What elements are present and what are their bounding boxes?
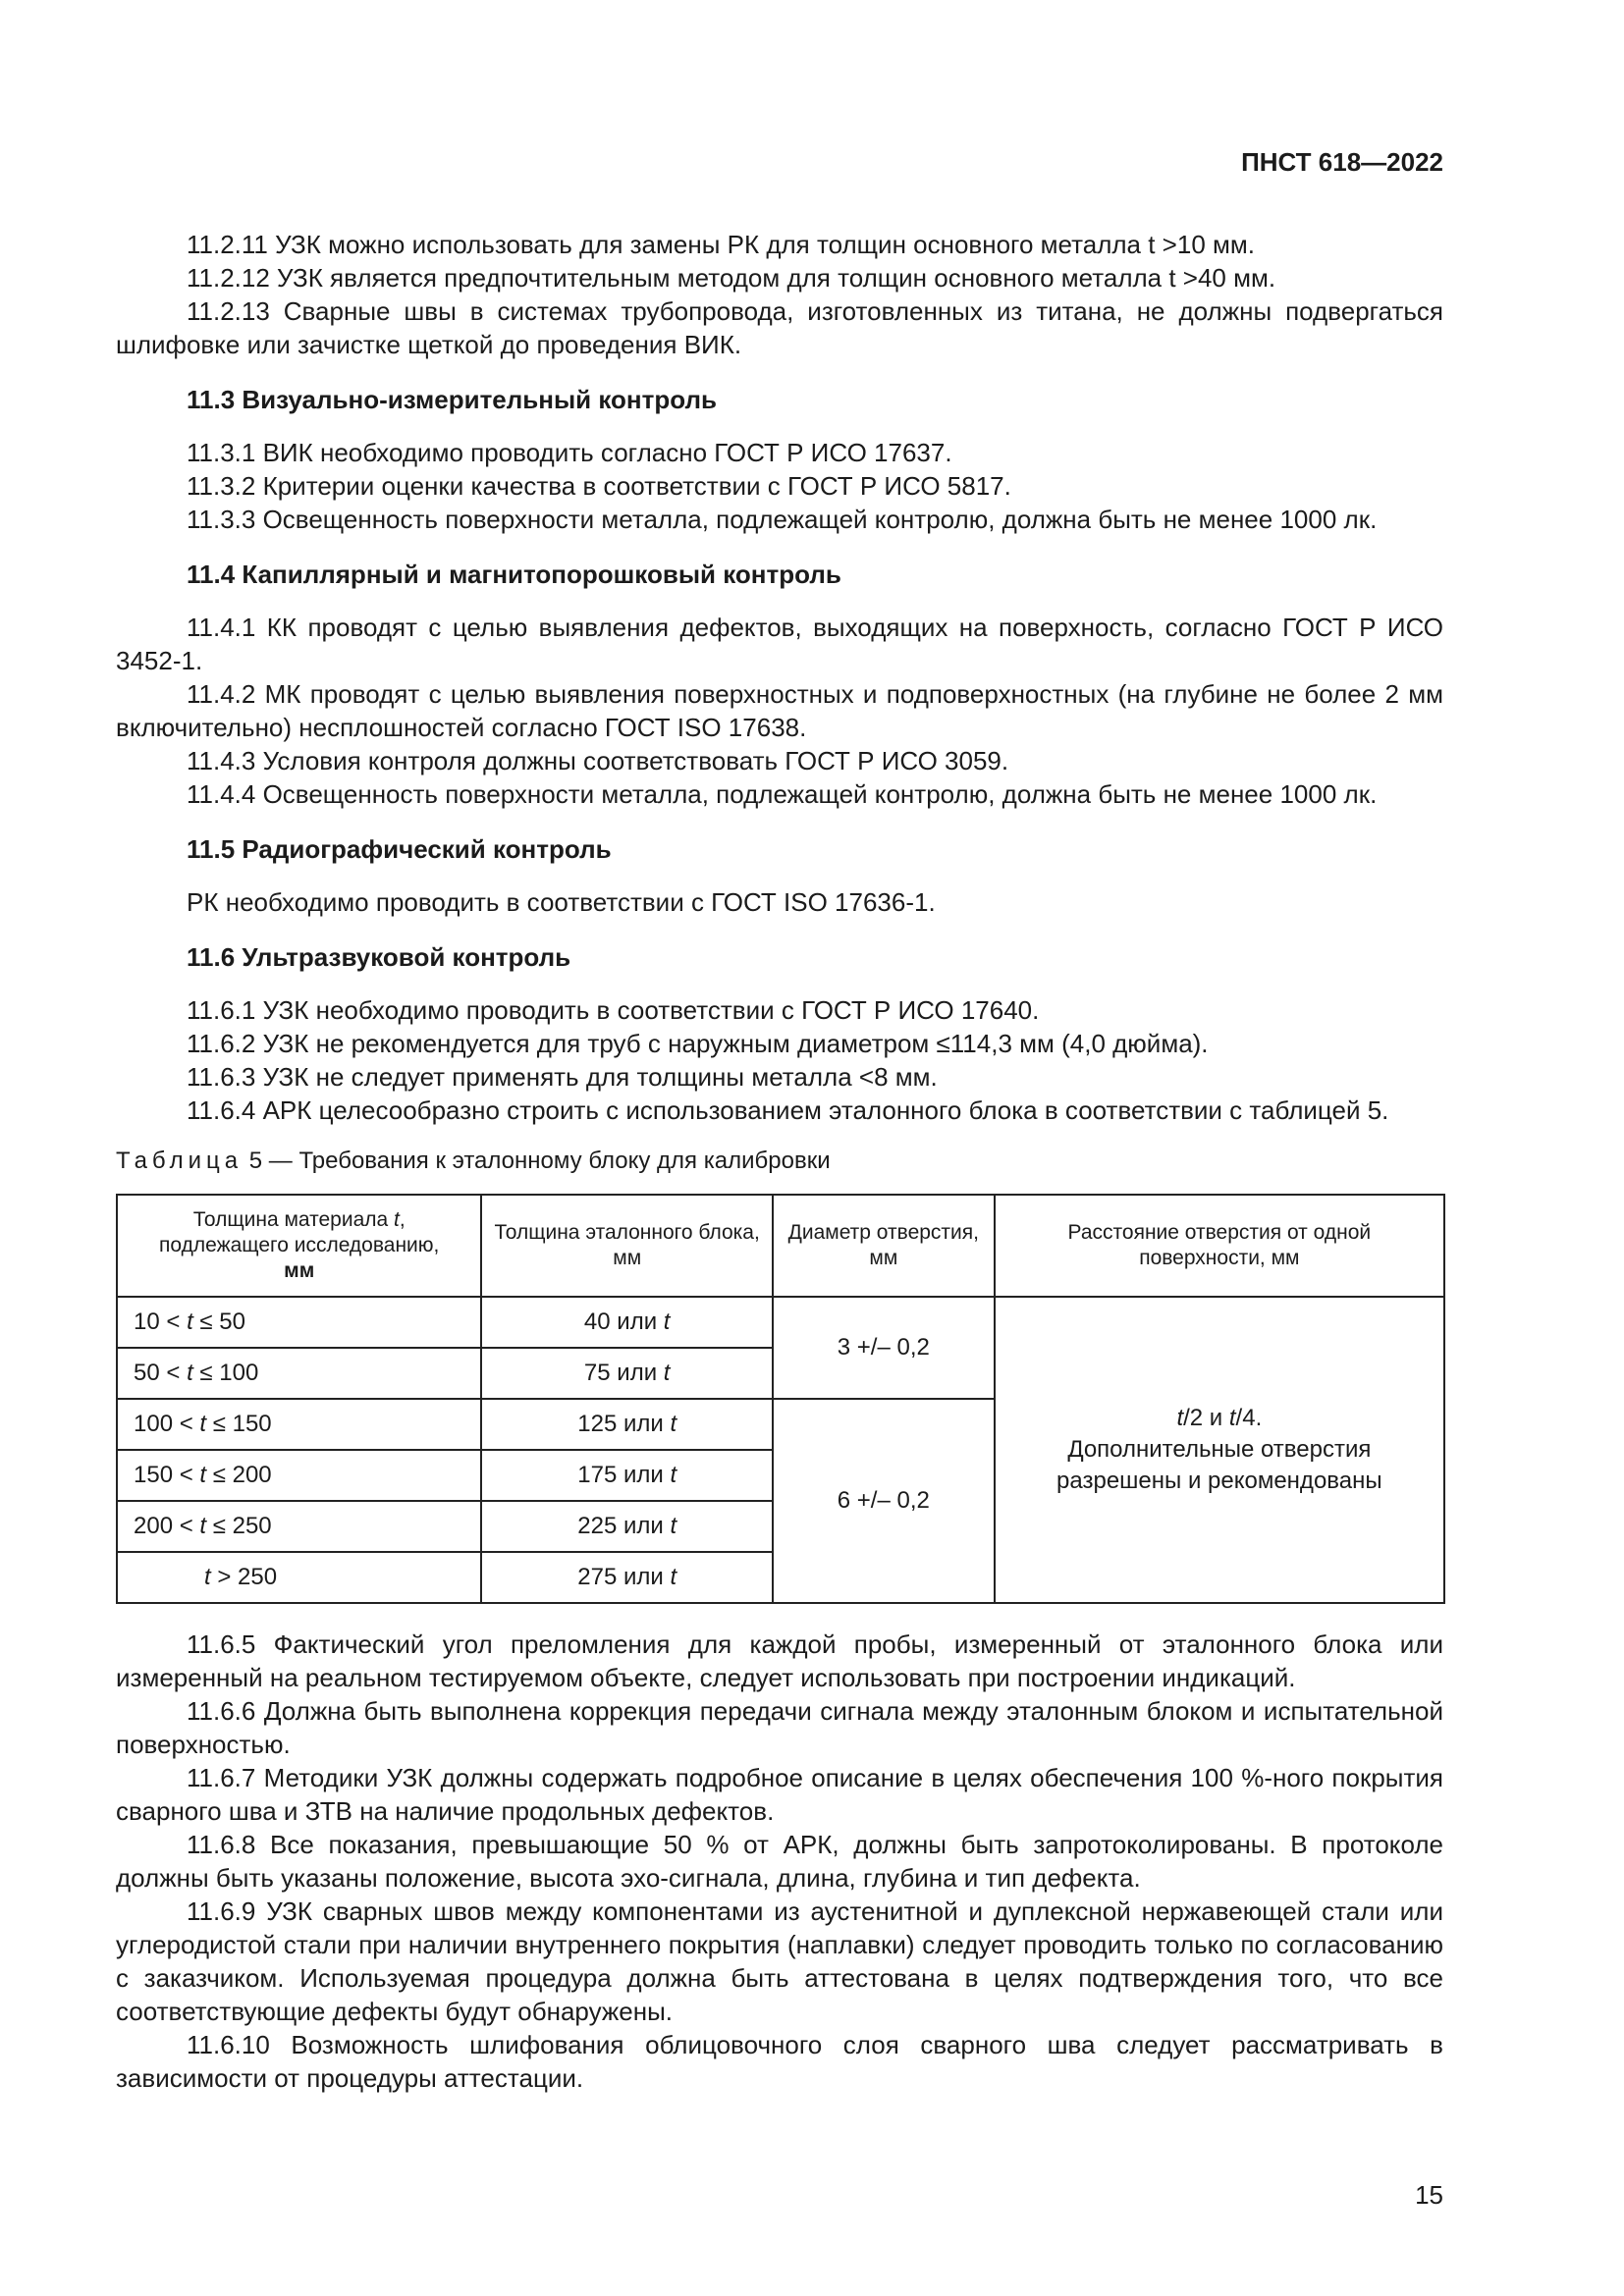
- paragraph-11-3-1: 11.3.1 ВИК необходимо проводить согласно ГОСТ Р ИСО 17637.: [187, 438, 952, 467]
- section-heading-11-4: 11.4 Капиллярный и магнитопорошковый контроль: [187, 560, 841, 589]
- paragraph-11-6-1: 11.6.1 УЗК необходимо проводить в соответствии с ГОСТ Р ИСО 17640.: [187, 995, 1040, 1025]
- header-material-thickness: Толщина материала t, подлежащего исследованию, мм: [117, 1195, 481, 1297]
- table-caption-label: Таблица: [116, 1148, 244, 1174]
- paragraph-11-2-12: 11.2.12 УЗК является предпочтительным методом для толщин основного металла t >40 мм.: [187, 263, 1276, 293]
- hole-distance-cell: t/2 и t/4. Дополнительные отверстия разрешены и рекомендованы: [995, 1297, 1444, 1603]
- table-header-row: [117, 1195, 1444, 1297]
- paragraph-11-4-4: 11.4.4 Освещенность поверхности металла, подлежащей контролю, должна быть не менее 1000 лк.: [187, 779, 1378, 809]
- table-caption-text: 5 — Требования к эталонному блоку для калибровки: [248, 1148, 831, 1174]
- section-heading-11-5: 11.5 Радиографический контроль: [187, 834, 612, 864]
- calibration-block-table: [116, 1194, 1445, 1604]
- paragraph-11-2-13: 11.2.13 Сварные швы в системах трубопровода, изготовленных из титана, не должны подвергаться шлифовке или зачистке щеткой до проведения ВИК.: [116, 296, 1443, 359]
- paragraph-11-4-2: 11.4.2 МК проводят с целью выявления поверхностных и подповерхностных (на глубине не более 2 мм включительно) несплошностей согласно ГОСТ ISO 17638.: [116, 679, 1443, 742]
- page-content: [116, 228, 1443, 2095]
- section-heading-11-3: 11.3 Визуально-измерительный контроль: [187, 385, 717, 414]
- block-thickness-cell: 175 или t: [481, 1450, 773, 1501]
- hole-diameter-cell: 3 +/– 0,2: [773, 1297, 995, 1399]
- paragraph-11-3-3: 11.3.3 Освещенность поверхности металла, подлежащей контролю, должна быть не менее 1000 лк.: [187, 505, 1378, 534]
- thickness-range-cell: 50 < t ≤ 100: [117, 1348, 481, 1399]
- header-block-thickness: Толщина эталонного блока, мм: [481, 1195, 773, 1297]
- block-thickness-cell: 125 или t: [481, 1399, 773, 1450]
- page-number: 15: [1415, 2180, 1443, 2210]
- paragraph-11-4-3: 11.4.3 Условия контроля должны соответствовать ГОСТ Р ИСО 3059.: [187, 746, 1009, 775]
- paragraph-11-6-3: 11.6.3 УЗК не следует применять для толщины металла <8 мм.: [187, 1062, 938, 1092]
- table-row: [117, 1297, 1444, 1348]
- paragraph-11-6-5: 11.6.5 Фактический угол преломления для каждой пробы, измеренный от эталонного блока или измеренный на реальном тестируемом объекте, следует использовать при построении индикаций.: [116, 1629, 1443, 1692]
- paragraph-11-6-10: 11.6.10 Возможность шлифования облицовочного слоя сварного шва следует рассматривать в зависимости от процедуры аттестации.: [116, 2030, 1443, 2093]
- document-id-header: ПНСТ 618—2022: [1241, 147, 1443, 177]
- thickness-range-cell: 200 < t ≤ 250: [117, 1501, 481, 1552]
- paragraph-11-6-7: 11.6.7 Методики УЗК должны содержать подробное описание в целях обеспечения 100 %-ного покрытия сварного шва и ЗТВ на наличие продольных дефектов.: [116, 1763, 1443, 1826]
- thickness-range-cell: t > 250: [117, 1552, 481, 1603]
- header-hole-distance: Расстояние отверстия от одной поверхности, мм: [995, 1195, 1444, 1297]
- block-thickness-cell: 40 или t: [481, 1297, 773, 1348]
- table-caption: [116, 1147, 1443, 1176]
- paragraph-11-6-8: 11.6.8 Все показания, превышающие 50 % от АРК, должны быть запротоколированы. В протоколе должны быть указаны положение, высота эхо-сигнала, длина, глубина и тип дефекта.: [116, 1830, 1443, 1893]
- thickness-range-cell: 150 < t ≤ 200: [117, 1450, 481, 1501]
- block-thickness-cell: 225 или t: [481, 1501, 773, 1552]
- header-hole-diameter: Диаметр отверстия, мм: [773, 1195, 995, 1297]
- paragraph-11-4-1: 11.4.1 КК проводят с целью выявления дефектов, выходящих на поверхность, согласно ГОСТ Р ИСО 3452-1.: [116, 613, 1443, 675]
- thickness-range-cell: 100 < t ≤ 150: [117, 1399, 481, 1450]
- paragraph-11-6-4: 11.6.4 АРК целесообразно строить с использованием эталонного блока в соответствии с таблицей 5.: [187, 1095, 1389, 1125]
- paragraph-11-3-2: 11.3.2 Критерии оценки качества в соответствии с ГОСТ Р ИСО 5817.: [187, 471, 1011, 501]
- paragraph-11-5: РК необходимо проводить в соответствии с ГОСТ ISO 17636-1.: [187, 887, 936, 917]
- hole-diameter-cell: 6 +/– 0,2: [773, 1399, 995, 1603]
- paragraph-11-6-6: 11.6.6 Должна быть выполнена коррекция передачи сигнала между эталонным блоком и испытательной поверхностью.: [116, 1696, 1443, 1759]
- block-thickness-cell: 275 или t: [481, 1552, 773, 1603]
- thickness-range-cell: 10 < t ≤ 50: [117, 1297, 481, 1348]
- paragraph-11-6-2: 11.6.2 УЗК не рекомендуется для труб с наружным диаметром ≤114,3 мм (4,0 дюйма).: [187, 1029, 1209, 1058]
- paragraph-11-6-9: 11.6.9 УЗК сварных швов между компонентами из аустенитной и дуплексной нержавеющей стали или углеродистой стали при наличии внутреннего покрытия (наплавки) следует проводить только по согласованию с заказчиком. Используемая процедура должна быть аттестована в целях подтверждения того, что все соответствующие дефекты будут обнаружены.: [116, 1896, 1443, 2026]
- block-thickness-cell: 75 или t: [481, 1348, 773, 1399]
- section-heading-11-6: 11.6 Ультразвуковой контроль: [187, 942, 571, 972]
- paragraph-11-2-11: 11.2.11 УЗК можно использовать для замены РК для толщин основного металла t >10 мм.: [187, 230, 1255, 259]
